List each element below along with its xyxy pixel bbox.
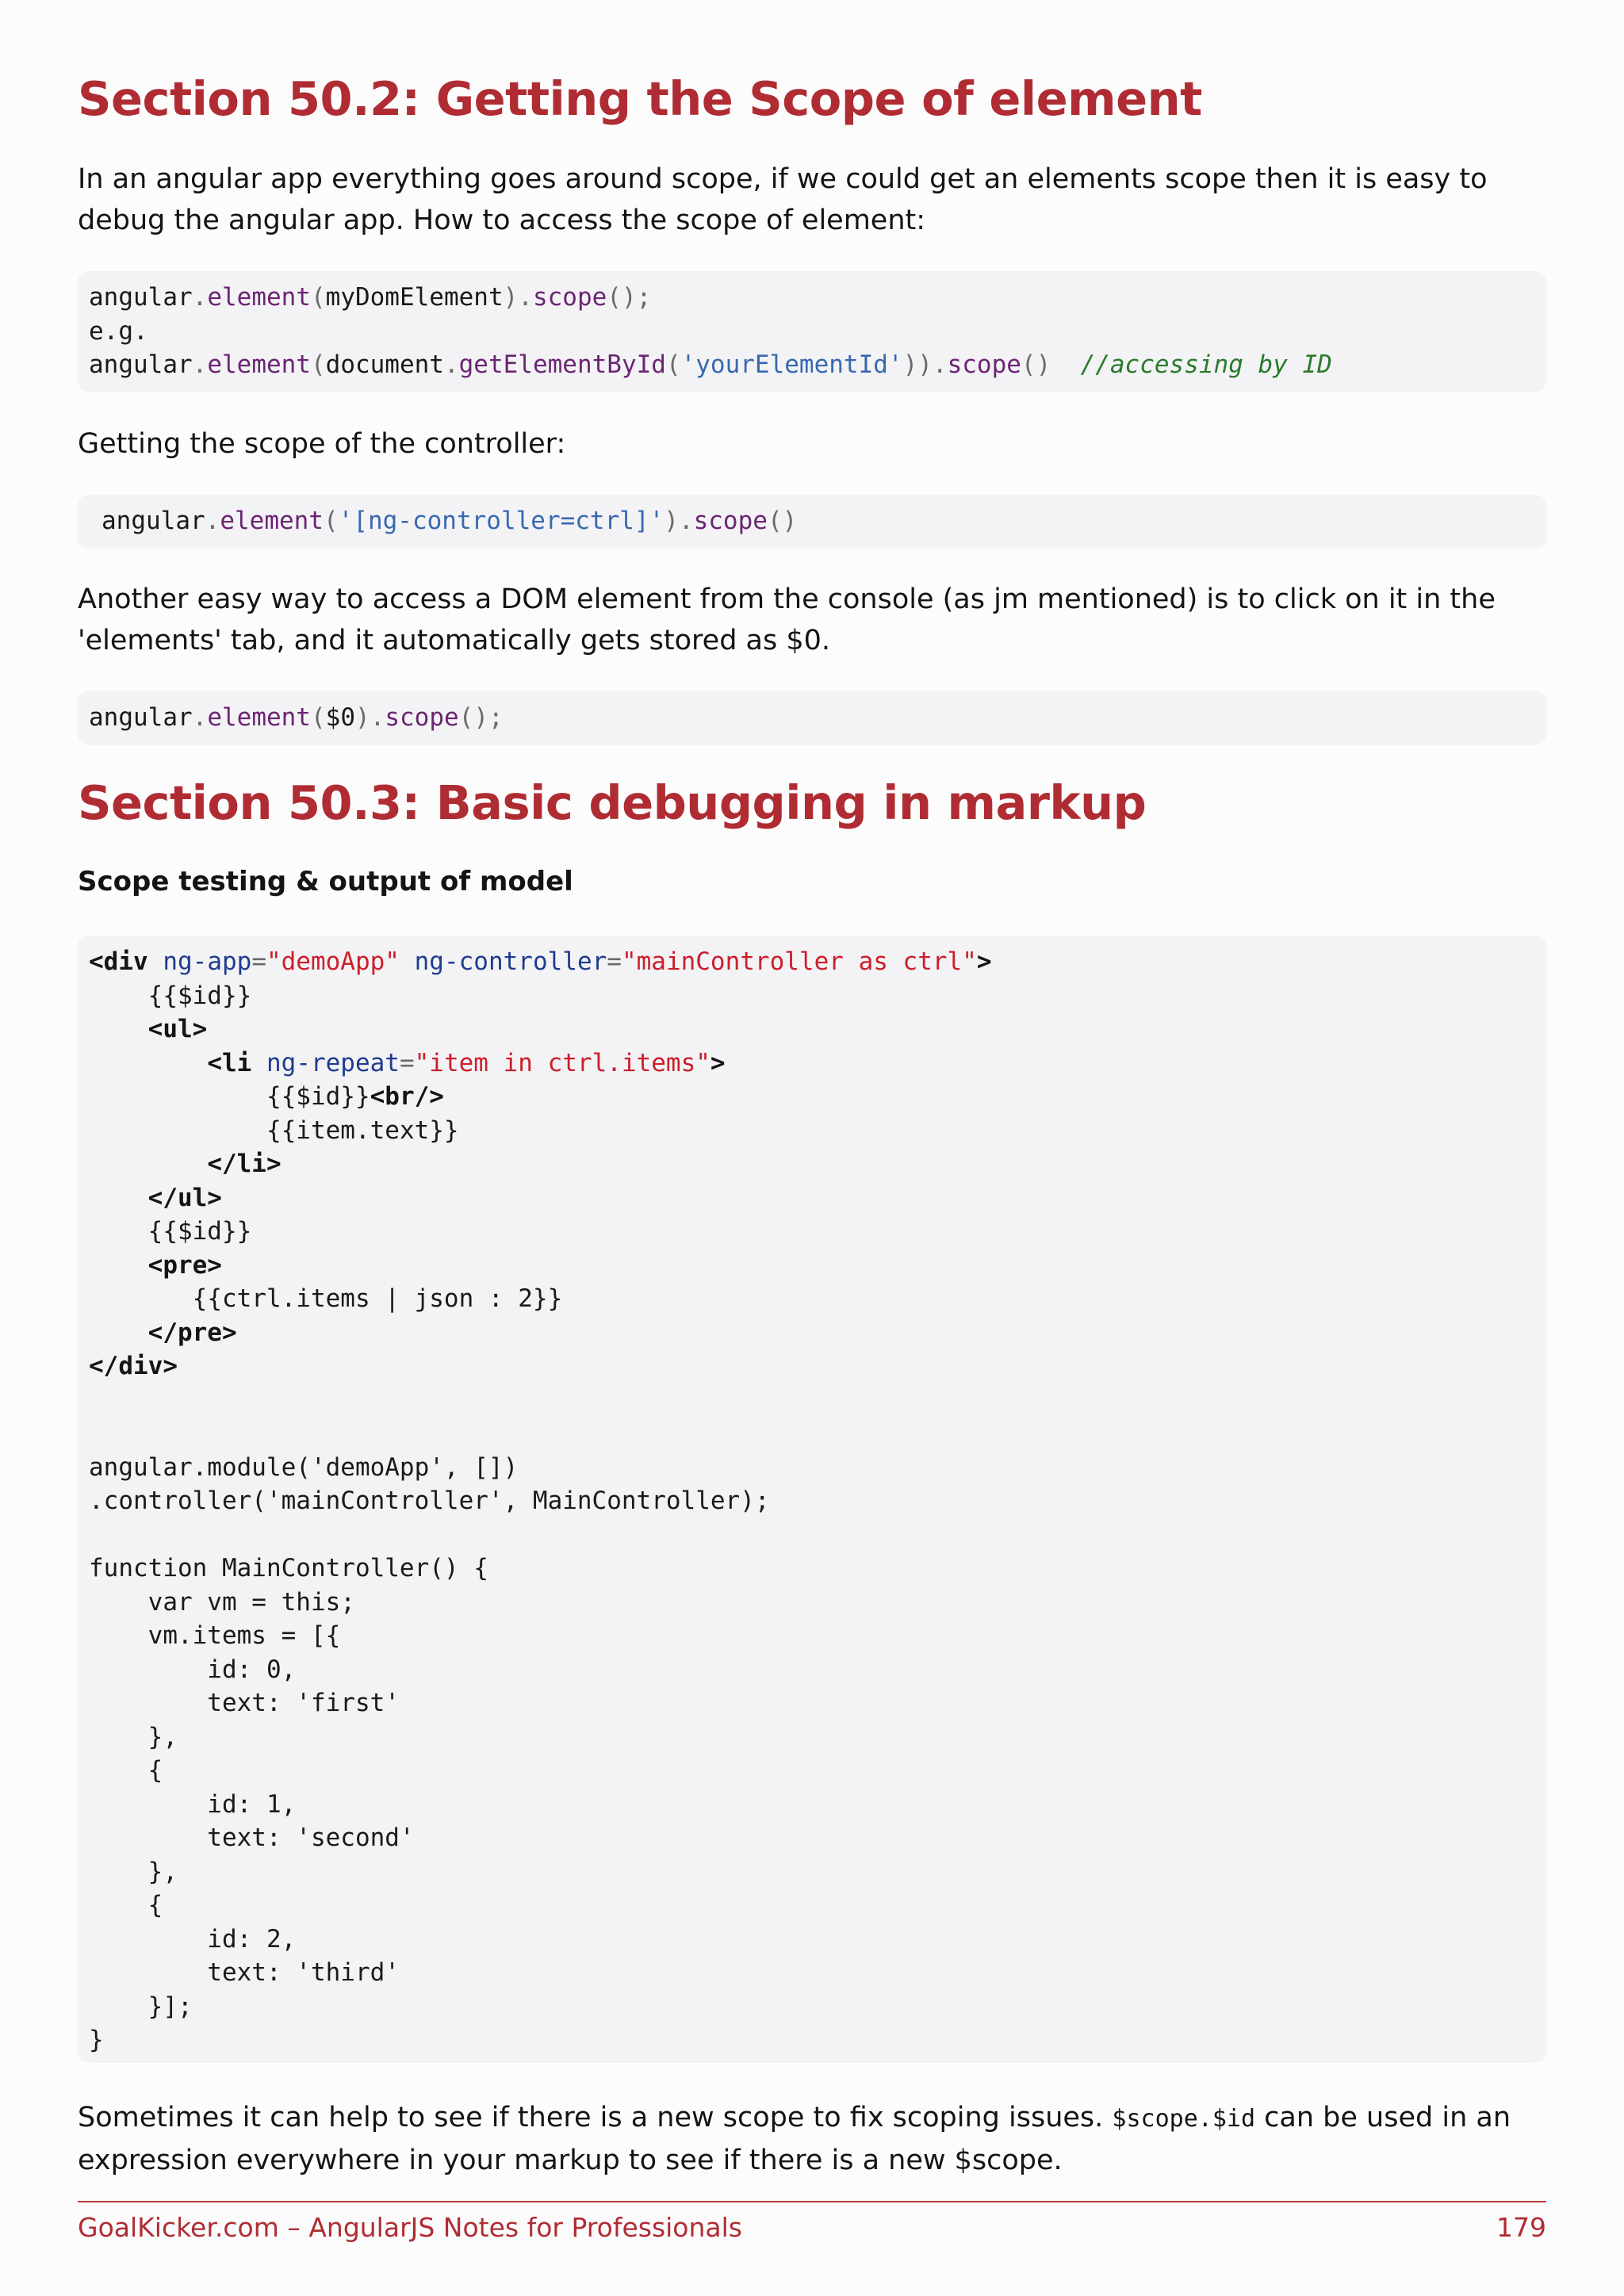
code-line: id: 1, <box>89 1789 297 1819</box>
code-token: (); <box>458 703 504 732</box>
code-line <box>89 979 1535 1013</box>
footer-book-title: GoalKicker.com – AngularJS Notes for Professionals <box>78 2212 742 2243</box>
code-line <box>89 1316 1535 1350</box>
code-token: '[ng-controller=ctrl]' <box>338 507 665 535</box>
console-access-text: Another easy way to access a DOM element from the console (as jm mentioned) is to click on it in the 'elements' tab, and it automatically gets stored as $0. <box>78 584 1496 656</box>
code-token: {{$id}} <box>266 1082 370 1111</box>
closing-text: Sometimes it can help to see if there is a new scope to fix scoping issues. <box>78 2102 1113 2133</box>
code-token: angular <box>89 283 193 312</box>
code-token: . <box>192 703 208 732</box>
code-token: <br/> <box>370 1082 444 1111</box>
code-token: . <box>932 350 948 379</box>
code-line: }, <box>89 1722 178 1751</box>
code-token: getElementById <box>458 350 666 379</box>
code-token: "item in ctrl.items" <box>414 1048 710 1077</box>
code-token: element <box>220 507 324 535</box>
code-token: ) <box>354 703 370 732</box>
code-line: .controller('mainController', MainController); <box>89 1487 770 1515</box>
code-token: scope <box>532 283 607 312</box>
code-line <box>89 1114 1535 1148</box>
inline-code: $scope.$id <box>1112 2105 1256 2133</box>
section-50-3-heading: Section 50.3: Basic debugging in markup <box>78 775 1147 830</box>
code-token: </pre> <box>147 1318 237 1347</box>
footer-divider <box>78 2201 1546 2202</box>
code-token: )) <box>902 350 933 379</box>
code-token: element <box>207 283 311 312</box>
code-token: scope <box>947 350 1021 379</box>
code-token: ( <box>310 703 326 732</box>
code-line <box>89 1181 1535 1215</box>
code-line: var vm = this; <box>89 1587 355 1617</box>
code-token: ng-controller <box>414 947 607 976</box>
code-token: <ul> <box>147 1015 208 1043</box>
code-block-controller-scope <box>78 495 1546 549</box>
code-token: ng-app <box>163 947 252 976</box>
code-line: { <box>89 1756 163 1785</box>
code-line: vm.items = [{ <box>89 1621 341 1650</box>
code-line: { <box>89 1891 163 1919</box>
closing-text: can be used in an expression everywhere in your markup to see if there is a new $scope. <box>78 2102 1511 2176</box>
code-token: ( <box>323 507 339 535</box>
code-line <box>89 1047 1535 1081</box>
code-token: . <box>518 283 533 312</box>
code-token: ( <box>665 350 681 379</box>
code-line <box>89 1215 1535 1249</box>
code-token: ( <box>310 350 326 379</box>
section-50-2-heading: Section 50.2: Getting the Scope of element <box>78 71 1202 126</box>
code-token: () <box>1021 350 1051 379</box>
code-token: . <box>192 350 208 379</box>
code-line <box>89 1012 1535 1047</box>
code-token: . <box>370 703 385 732</box>
code-line: }]; <box>89 1992 193 2021</box>
code-line <box>89 281 1535 315</box>
code-token: . <box>205 507 220 535</box>
code-token: angular <box>89 350 193 379</box>
code-token: {{item.text}} <box>266 1115 459 1145</box>
code-token: </div> <box>89 1352 178 1380</box>
code-token: {{$id}} <box>147 981 252 1010</box>
code-token: . <box>192 283 208 312</box>
code-block-element-scope <box>78 271 1546 392</box>
code-line <box>89 701 1535 735</box>
controller-scope-text: Getting the scope of the controller: <box>78 428 566 460</box>
code-line <box>89 1080 1535 1114</box>
code-line: id: 2, <box>89 1924 297 1954</box>
code-token: ) <box>503 283 519 312</box>
code-line: text: 'first' <box>89 1689 400 1717</box>
section-50-2-intro: In an angular app everything goes around scope, if we could get an elements scope then it is easy to debug the angular app. How to access the scope of element: <box>78 163 1488 236</box>
code-token: = <box>251 947 266 976</box>
code-token: ( <box>310 283 326 312</box>
code-token: </ul> <box>147 1183 222 1212</box>
code-token: "mainController as ctrl" <box>621 947 977 976</box>
code-token: <li <box>207 1048 252 1077</box>
code-token: . <box>443 350 459 379</box>
code-token: > <box>976 947 992 976</box>
code-line <box>89 1147 1535 1181</box>
code-token: ng-repeat <box>266 1048 400 1077</box>
code-line-blank <box>89 1383 1535 1418</box>
code-token: ) <box>664 507 679 535</box>
code-line: function MainController() { <box>89 1554 488 1582</box>
code-token: () <box>767 507 798 535</box>
code-line <box>89 1518 1535 1552</box>
code-line: }, <box>89 1857 178 1886</box>
code-token: = <box>607 947 622 976</box>
code-line <box>89 348 1535 382</box>
code-line: text: 'second' <box>89 1823 415 1852</box>
code-token: scope <box>385 703 459 732</box>
closing-paragraph <box>78 2097 1546 2181</box>
code-token: {{ctrl.items | json : 2}} <box>192 1284 563 1313</box>
code-token: 'yourElementId' <box>680 350 903 379</box>
code-line: e.g. <box>89 316 148 346</box>
code-line-blank <box>89 1417 1535 1451</box>
code-token: "demoApp" <box>266 947 400 976</box>
code-line <box>89 1249 1535 1283</box>
code-token: $0 <box>325 703 355 732</box>
code-token: = <box>399 1048 415 1077</box>
code-token: . <box>678 507 694 535</box>
code-token: (); <box>607 283 652 312</box>
code-line: } <box>89 2026 104 2054</box>
code-token: {{$id}} <box>147 1217 252 1246</box>
code-line <box>89 945 1535 979</box>
code-token: scope <box>693 507 768 535</box>
code-token: angular <box>89 703 193 732</box>
page-number: 179 <box>1496 2212 1546 2243</box>
code-line <box>89 1349 1535 1383</box>
code-token: <pre> <box>147 1250 222 1280</box>
code-line: angular.module('demoApp', []) <box>89 1452 519 1482</box>
code-token: element <box>207 703 311 732</box>
code-block-dollar-zero <box>78 691 1546 745</box>
code-token: </li> <box>207 1150 282 1178</box>
code-token: <div <box>89 947 148 976</box>
code-block-markup-debugging <box>78 936 1546 2063</box>
code-token: > <box>710 1048 726 1077</box>
code-token: myDomElement <box>325 283 504 312</box>
scope-testing-subheading: Scope testing & output of model <box>78 866 573 897</box>
code-token: document <box>325 350 444 379</box>
code-comment: //accessing by ID <box>1080 350 1332 379</box>
code-line: id: 0, <box>89 1655 297 1684</box>
code-token: angular <box>102 507 205 535</box>
code-line <box>89 1282 1535 1316</box>
code-line <box>102 504 1522 538</box>
code-line: text: 'third' <box>89 1958 400 1987</box>
code-token: element <box>207 350 311 379</box>
